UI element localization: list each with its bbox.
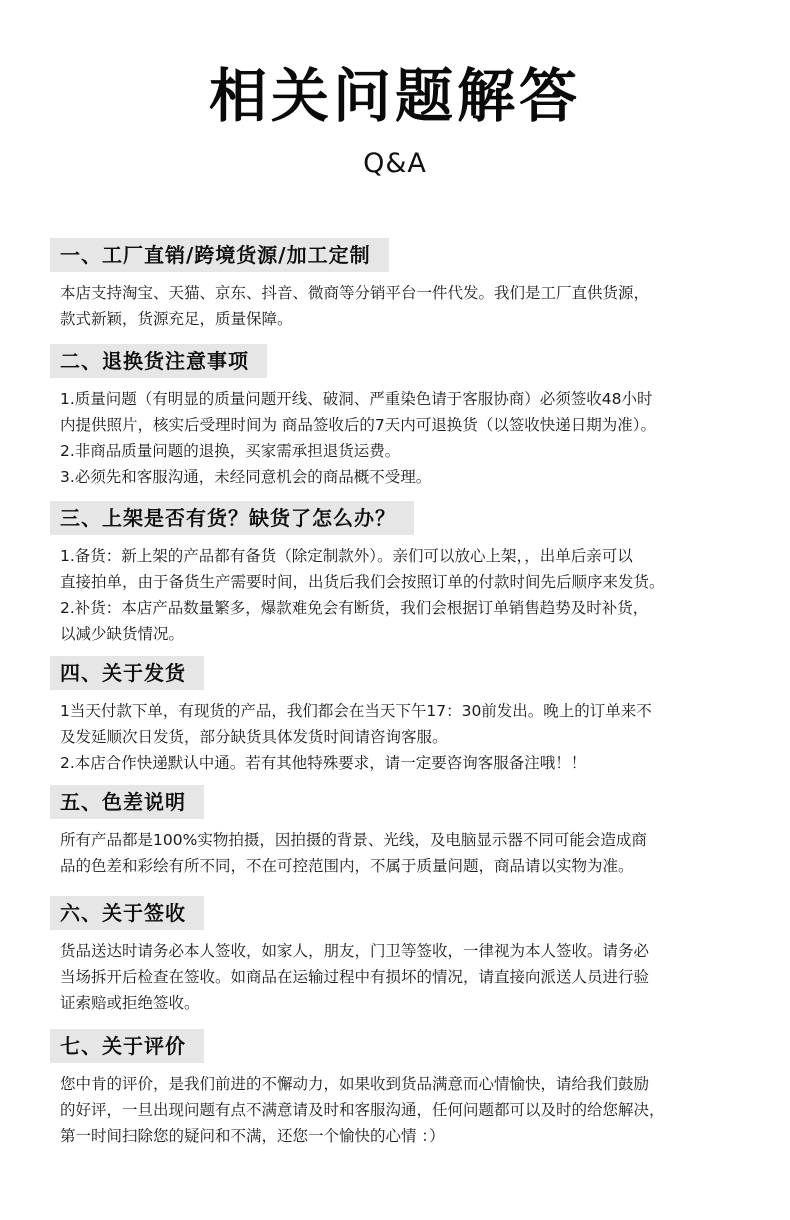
section-body — [50, 386, 750, 490]
section-heading: 五、色差说明 — [50, 785, 204, 819]
section-heading: 三、上架是否有货？缺货了怎么办？ — [50, 501, 414, 535]
section-line: 及发延顺次日发货，部分缺货具体发货时间请咨询客服。 — [60, 728, 448, 746]
section-stock — [50, 501, 750, 647]
page-title: 相关问题解答 — [208, 62, 581, 130]
section-line: 1.质量问题（有明显的质量问题开线、破洞、严重染色请于客服协商）必须签收48小时 — [60, 390, 653, 408]
section-delivery-signing — [50, 896, 750, 1016]
section-line: 您中肯的评价，是我们前进的不懈动力，如果收到货品满意而心情愉快，请给我们鼓励 — [60, 1075, 650, 1093]
section-factory-direct — [50, 238, 750, 332]
section-body — [50, 938, 750, 1016]
section-body — [50, 543, 750, 647]
section-heading: 二、退换货注意事项 — [50, 344, 267, 378]
section-line: 当场拆开后检查在签收。如商品在运输过程中有损坏的情况，请直接向派送人员进行验 — [60, 968, 650, 986]
section-reviews — [50, 1029, 750, 1149]
section-heading: 一、工厂直销/跨境货源/加工定制 — [50, 238, 389, 272]
section-line: 1当天付款下单，有现货的产品，我们都会在当天下午17：30前发出。晚上的订单来不 — [60, 702, 652, 720]
section-heading: 六、关于签收 — [50, 896, 204, 930]
section-line: 第一时间扫除您的疑问和不满，还您一个愉快的心情 ：） — [60, 1127, 445, 1145]
section-line: 3.必须先和客服沟通，未经同意机会的商品概不受理。 — [60, 468, 432, 486]
section-body — [50, 1071, 750, 1149]
section-line: 2.非商品质量问题的退换，买家需承担退货运费。 — [60, 442, 401, 460]
section-color-difference — [50, 785, 750, 879]
section-line: 所有产品都是100%实物拍摄，因拍摄的背景、光线，及电脑显示器不同可能会造成商 — [60, 831, 647, 849]
section-line: 本店支持淘宝、天猫、京东、抖音、微商等分销平台一件代发。我们是工厂直供货源， — [60, 284, 650, 302]
section-body — [50, 280, 750, 332]
section-line: 直接拍单，由于备货生产需要时间，出货后我们会按照订单的付款时间先后顺序来发货。 — [60, 573, 665, 591]
section-line: 的好评，一旦出现问题有点不满意请及时和客服沟通，任何问题都可以及时的给您解决， — [60, 1101, 665, 1119]
section-line: 品的色差和彩绘有所不同，不在可控范围内，不属于质量问题，商品请以实物为准。 — [60, 857, 634, 875]
section-line: 2.本店合作快递默认中通。若有其他特殊要求，请一定要咨询客服备注哦！！ — [60, 754, 587, 772]
page-subtitle: Q&A — [363, 148, 427, 179]
section-line: 货品送达时请务必本人签收，如家人，朋友，门卫等签收，一律视为本人签收。请务必 — [60, 942, 650, 960]
section-body — [50, 827, 750, 879]
section-line: 内提供照片，核实后受理时间为 商品签收后的7天内可退换货（以签收快递日期为准）。 — [60, 416, 657, 434]
section-line: 款式新颖，货源充足，质量保障。 — [60, 310, 293, 328]
section-body — [50, 698, 750, 776]
section-line: 以减少缺货情况。 — [60, 625, 185, 643]
section-returns — [50, 344, 750, 490]
section-line: 1.备货：新上架的产品都有备货（除定制款外）。亲们可以放心上架，，出单后亲可以 — [60, 547, 633, 565]
section-shipping — [50, 656, 750, 776]
section-line: 2.补货：本店产品数量繁多，爆款难免会有断货，我们会根据订单销售趋势及时补货， — [60, 599, 649, 617]
section-heading: 四、关于发货 — [50, 656, 204, 690]
section-line: 证索赔或拒绝签收。 — [60, 994, 200, 1012]
section-heading: 七、关于评价 — [50, 1029, 204, 1063]
